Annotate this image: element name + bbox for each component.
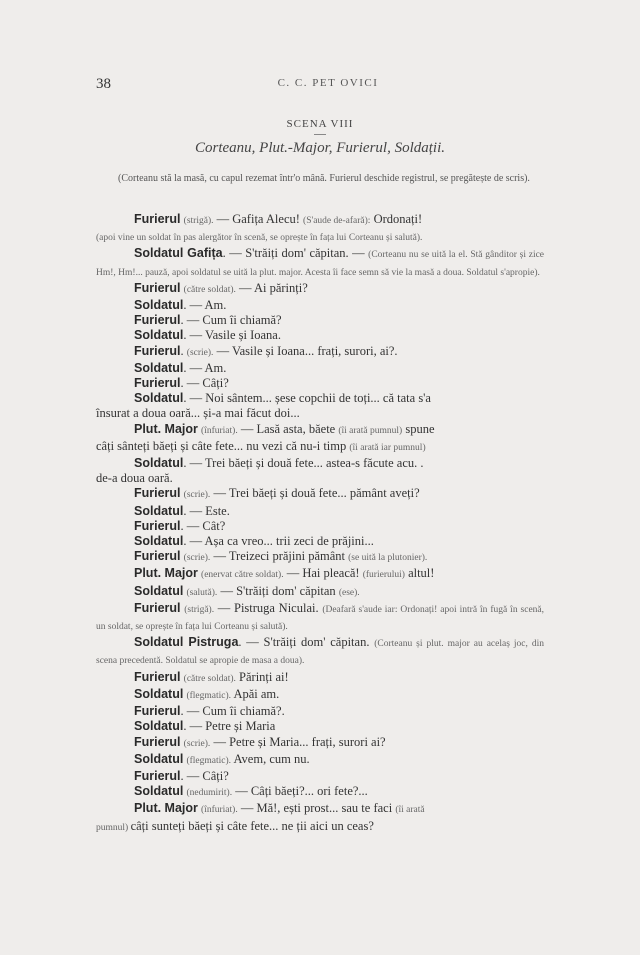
spoken-text: . — Petre și Maria	[183, 719, 276, 734]
speaker-name: Soldatul	[134, 583, 184, 598]
dialogue-line	[96, 504, 544, 519]
spoken-text: spune	[402, 421, 435, 436]
stage-direction: (scrie).	[183, 553, 211, 564]
dialogue-line	[96, 549, 544, 566]
stage-direction: (enervat către soldat).	[201, 570, 284, 581]
dialogue-line	[96, 670, 544, 687]
dialogue-line	[96, 391, 544, 406]
spoken-text: . — Câți?	[180, 768, 229, 783]
spoken-text: — Lasă asta, băete	[237, 421, 339, 436]
spoken-text: . — Cât?	[180, 518, 226, 533]
stage-direction: (înfuriat).	[201, 425, 238, 436]
dialogue-continuation	[96, 229, 544, 246]
speaker-name: Plut. Major	[134, 566, 198, 581]
page-number: 38	[96, 76, 111, 92]
spoken-text: Ordonați!	[370, 212, 423, 226]
dialogue-line	[96, 376, 544, 391]
spoken-text: — Hai pleacă!	[283, 566, 363, 581]
stage-direction: (S'aude de-afară):	[303, 216, 371, 226]
dialogue-continuation	[96, 819, 544, 836]
dialogue-line	[96, 784, 544, 801]
dialogue-line	[96, 344, 544, 361]
stage-direction: (furierului)	[362, 570, 405, 581]
speaker-name: Plut. Major	[134, 421, 198, 436]
stage-direction: (nedumirit).	[186, 788, 233, 799]
stage-direction: (se uită la plutonier).	[348, 553, 428, 564]
stage-direction: (ese).	[338, 587, 360, 598]
speaker-name: Soldatul	[134, 298, 184, 313]
dialogue-line	[96, 752, 544, 769]
stage-direction: (îi arată	[395, 805, 425, 816]
scene-cast: Corteanu, Plut.-Major, Furierul, Soldații.	[195, 140, 445, 156]
spoken-text: Părinți ai!	[235, 669, 289, 684]
spoken-text: . — Am.	[183, 360, 227, 375]
dialogue-line	[96, 246, 544, 280]
stage-direction: (către soldat).	[183, 284, 236, 295]
stage-direction: (îi arată iar pumnul)	[349, 442, 426, 453]
speaker-name: Furierul	[134, 669, 181, 684]
speaker-name: Soldatul	[134, 719, 184, 734]
stage-direction: (flegmatic).	[186, 690, 232, 701]
spoken-text: . — Este.	[183, 503, 230, 518]
stage-direction: (strigă).	[184, 604, 215, 615]
page-header	[96, 76, 560, 94]
spoken-text: — Mă!, ești prost... sau te faci	[237, 801, 396, 816]
spoken-text: . — Așa ca vreo... trii zeci de prăjini...	[183, 534, 374, 549]
dialogue-continuation	[96, 471, 544, 486]
spoken-text: . — Vasile și Ioana.	[183, 328, 281, 343]
spoken-text: . — Câți?	[180, 376, 229, 391]
spoken-text: .	[180, 343, 187, 358]
dialogue-line	[96, 704, 544, 719]
spoken-text: — Vasile și Ioana... frați, surori, ai?.	[213, 343, 398, 358]
spoken-text: câți sunteți băeți și câte fete... ne ții aici un ceas?	[130, 818, 374, 833]
speaker-name: Furierul	[134, 486, 181, 501]
dialogue-line	[96, 735, 544, 752]
speaker-name: Soldatul	[134, 456, 184, 471]
spoken-text: . — Noi sântem... șese copchii de toți... că tata s'a	[183, 391, 431, 406]
spoken-text: . — S'trăiți dom' căpitan.	[238, 635, 375, 650]
speaker-name: Furierul	[134, 313, 181, 328]
speaker-name: Soldatul	[134, 686, 184, 701]
scene-title: SCENA VIII	[286, 118, 354, 130]
stage-direction: (scrie).	[183, 738, 211, 749]
dialogue-line	[96, 328, 544, 343]
stage-direction: (Deafară s'aude iar: Ordonați! apoi intră în fugă în scenă, un soldat, se oprește în fața lui Corteanu și salută).	[96, 604, 545, 633]
spoken-text: . — Am.	[183, 298, 227, 313]
dialogue-line	[96, 361, 544, 376]
spoken-text: — Pistruga Niculai.	[214, 600, 323, 615]
dialogue-line	[96, 534, 544, 549]
stage-direction: (scrie).	[186, 347, 214, 358]
dialogue-line	[96, 422, 544, 439]
dialogue-line	[96, 281, 544, 298]
stage-direction: (flegmatic).	[186, 755, 232, 766]
dialogue-line	[96, 687, 544, 704]
dialogue-line	[96, 635, 544, 669]
stage-direction: (Corteanu nu se uită la el. Stă gânditor și zice Hm!, Hm!... pauză, apoi soldatul se uită la plut. major. Acesta îi face semn să vie la masă a doua. Soldatul s'apropie).	[96, 250, 545, 278]
speaker-name: Furierul	[134, 212, 181, 226]
spoken-text: Avem, cum nu.	[231, 751, 310, 766]
speaker-name: Furierul	[134, 549, 181, 564]
spoken-text: — Petre și Maria... frați, surori ai?	[210, 734, 386, 749]
spoken-text: — S'trăiți dom' căpitan	[217, 583, 339, 598]
speaker-name: Furierul	[134, 343, 181, 358]
dialogue-line	[96, 519, 544, 534]
dialogue-line	[96, 801, 544, 818]
speaker-name: Furierul	[134, 376, 181, 391]
dialogue-line	[96, 769, 544, 784]
spoken-text: . — Trei băeți și două fete... astea-s făcute acu. .	[183, 456, 424, 471]
stage-direction: (către soldat).	[183, 673, 236, 684]
spoken-text: — Trei băeți și două fete... pământ aveți?	[210, 486, 420, 501]
spoken-text: . — Cum îi chiamă?.	[180, 704, 285, 719]
dialogue-line	[96, 456, 544, 471]
dialogue-continuation	[96, 406, 544, 421]
stage-direction: (îi arată pumnul)	[338, 425, 403, 436]
speaker-name: Furierul	[134, 704, 181, 719]
spoken-text: Apăi am.	[231, 686, 280, 701]
speaker-name: Furierul	[134, 600, 181, 615]
dialogue-line	[96, 584, 544, 601]
dialogue-line	[96, 486, 544, 503]
speaker-name: Soldatul	[134, 534, 184, 549]
stage-direction: pumnul)	[96, 822, 131, 833]
scene-title-rule	[314, 134, 326, 135]
dialogue-line	[96, 566, 544, 583]
spoken-text: câți sânteți băeți și câte fete... nu vezi că nu-i timp	[96, 438, 350, 453]
running-head: C. C. PET OVICI	[277, 77, 379, 89]
dialogue-line	[96, 212, 544, 229]
speaker-name: Furierul	[134, 734, 181, 749]
dialogue-line	[96, 601, 544, 635]
spoken-text: însurat a doua oară... și-a mai făcut doi...	[96, 406, 300, 421]
spoken-text: — Treizeci prăjini pământ	[210, 549, 349, 564]
stage-direction: (apoi vine un soldat în pas alergător în scenă, se oprește în fața lui Corteanu și salută).	[96, 233, 423, 244]
spoken-text: — Gafița Alecu!	[213, 212, 304, 226]
speaker-name: Soldatul Gafița	[134, 246, 223, 261]
stage-direction: (Corteanu și plut. major au acelaș joc, din scena precedentă. Soldatul se apropie de masa a doua).	[96, 639, 545, 667]
spoken-text: — Câți băeți?... ori fete?...	[232, 784, 368, 799]
spoken-text: de-a doua oară.	[96, 471, 173, 486]
spoken-text: — Ai părinți?	[235, 280, 308, 295]
speaker-name: Furierul	[134, 518, 181, 533]
spoken-text: . — Cum îi chiamă?	[180, 313, 282, 328]
spoken-text: altul!	[404, 566, 435, 581]
speaker-name: Soldatul	[134, 784, 184, 799]
stage-direction: (înfuriat).	[201, 805, 238, 816]
dialogue-continuation	[96, 439, 544, 456]
stage-direction: (salută).	[186, 587, 218, 598]
dialogue-line	[96, 719, 544, 734]
stage-direction: (strigă).	[183, 216, 214, 226]
speaker-name: Plut. Major	[134, 801, 198, 816]
speaker-name: Soldatul	[134, 391, 184, 406]
speaker-name: Soldatul	[134, 751, 184, 766]
speaker-name: Soldatul	[134, 503, 184, 518]
speaker-name: Furierul	[134, 768, 181, 783]
speaker-name: Furierul	[134, 280, 181, 295]
dialogue-line	[96, 298, 544, 313]
spoken-text: . — S'trăiți dom' căpitan. —	[222, 246, 369, 261]
opening-stage-direction: (Corteanu stă la masă, cu capul rezemat într'o mână. Furierul deschide registrul, se pregătește de scris).	[118, 173, 530, 184]
dialogue-block	[96, 212, 544, 836]
stage-direction: (scrie).	[183, 490, 211, 501]
speaker-name: Soldatul Pistruga	[134, 635, 239, 650]
dialogue-line	[96, 313, 544, 328]
speaker-name: Soldatul	[134, 360, 184, 375]
speaker-name: Soldatul	[134, 328, 184, 343]
